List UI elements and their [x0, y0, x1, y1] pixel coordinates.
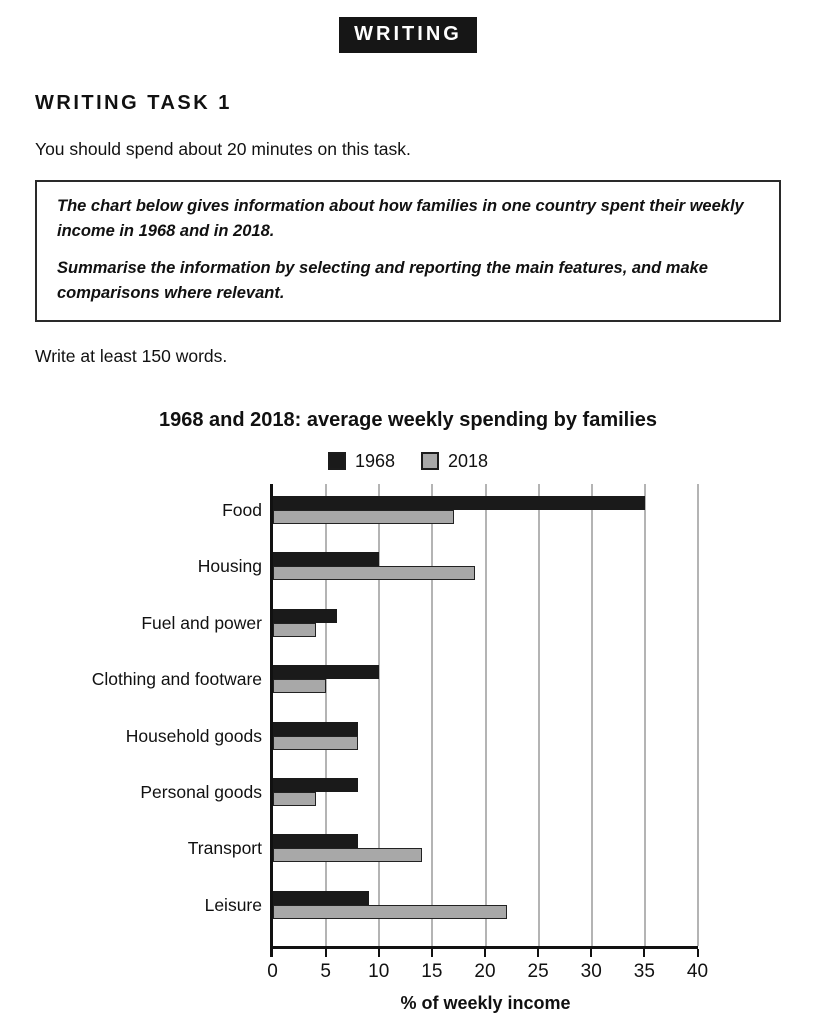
- time-note: You should spend about 20 minutes on this task.: [35, 139, 411, 159]
- category-label: Household goods: [125, 725, 262, 746]
- prompt-box: [35, 180, 781, 322]
- axis-tick-label: 10: [368, 961, 390, 982]
- legend-swatch-2018-icon: [421, 452, 439, 470]
- gridline: [591, 484, 593, 946]
- category-label: Transport: [187, 838, 262, 859]
- gridline: [485, 484, 487, 946]
- chart-title: 1968 and 2018: average weekly spending by families: [158, 409, 658, 431]
- word-count-note: Write at least 150 words.: [35, 346, 228, 366]
- bar-2018: [273, 679, 326, 693]
- gridline: [644, 484, 646, 946]
- axis-tick-label: 15: [421, 961, 443, 982]
- category-labels: [0, 484, 262, 946]
- plot-wrapper: [0, 484, 816, 1019]
- prompt-paragraph-2: Summarise the information by selecting and reporting the main features, and make comparisons where relevant.: [57, 259, 708, 302]
- bar-1968: [273, 609, 337, 623]
- task-heading: WRITING TASK 1: [35, 92, 232, 114]
- category-label: Food: [222, 500, 262, 520]
- legend-item-1968: [328, 451, 395, 472]
- bar-1968: [273, 834, 358, 848]
- axis-tick-label: 30: [580, 961, 602, 982]
- category-label: Leisure: [204, 894, 262, 915]
- writing-banner-label: WRITING: [354, 23, 462, 45]
- axis-tick: [537, 949, 539, 957]
- legend-label-1968: 1968: [354, 450, 395, 471]
- legend-item-2018: [421, 451, 488, 472]
- axis-tick-label: 40: [686, 961, 709, 982]
- axis-tick-label: 35: [633, 961, 655, 982]
- bar-2018: [273, 623, 316, 637]
- gridline: [697, 484, 699, 946]
- bar-1968: [273, 891, 369, 905]
- bar-2018: [273, 736, 358, 750]
- prompt-paragraph-1: The chart below gives information about how families in one country spent their weekly income in 1968 and in 2018.: [57, 197, 744, 240]
- bar-1968: [273, 665, 379, 679]
- chart-legend: [0, 452, 816, 470]
- axis-tick: [431, 949, 433, 957]
- chart: [0, 410, 816, 1019]
- axis-tick: [378, 949, 380, 957]
- axis-tick: [325, 949, 327, 957]
- category-label: Clothing and footware: [91, 669, 262, 690]
- bar-1968: [273, 552, 379, 566]
- axis-tick-label: 5: [320, 961, 331, 982]
- axis-tick: [590, 949, 592, 957]
- axis-tick-label: 0: [267, 961, 278, 982]
- legend-swatch-1968-icon: [328, 452, 346, 470]
- gridline: [538, 484, 540, 946]
- axis-tick-label: 20: [474, 961, 496, 982]
- bar-1968: [273, 496, 645, 510]
- category-label: Fuel and power: [141, 612, 262, 633]
- axis-tick-label: 25: [527, 961, 549, 982]
- bar-2018: [273, 792, 316, 806]
- axis-tick: [484, 949, 486, 957]
- x-axis-label: % of weekly income: [400, 993, 571, 1013]
- bar-1968: [273, 722, 358, 736]
- legend-label-2018: 2018: [448, 450, 489, 471]
- gridline: [431, 484, 433, 946]
- category-label: Personal goods: [140, 782, 262, 802]
- bar-2018: [273, 510, 454, 524]
- bar-2018: [273, 566, 475, 580]
- bar-2018: [273, 848, 422, 862]
- axis-tick: [643, 949, 645, 957]
- bar-2018: [273, 905, 507, 919]
- writing-banner: [339, 17, 477, 53]
- bar-1968: [273, 778, 358, 792]
- plot-area: [273, 484, 698, 946]
- axis-tick: [697, 949, 699, 957]
- category-label: Housing: [197, 556, 262, 577]
